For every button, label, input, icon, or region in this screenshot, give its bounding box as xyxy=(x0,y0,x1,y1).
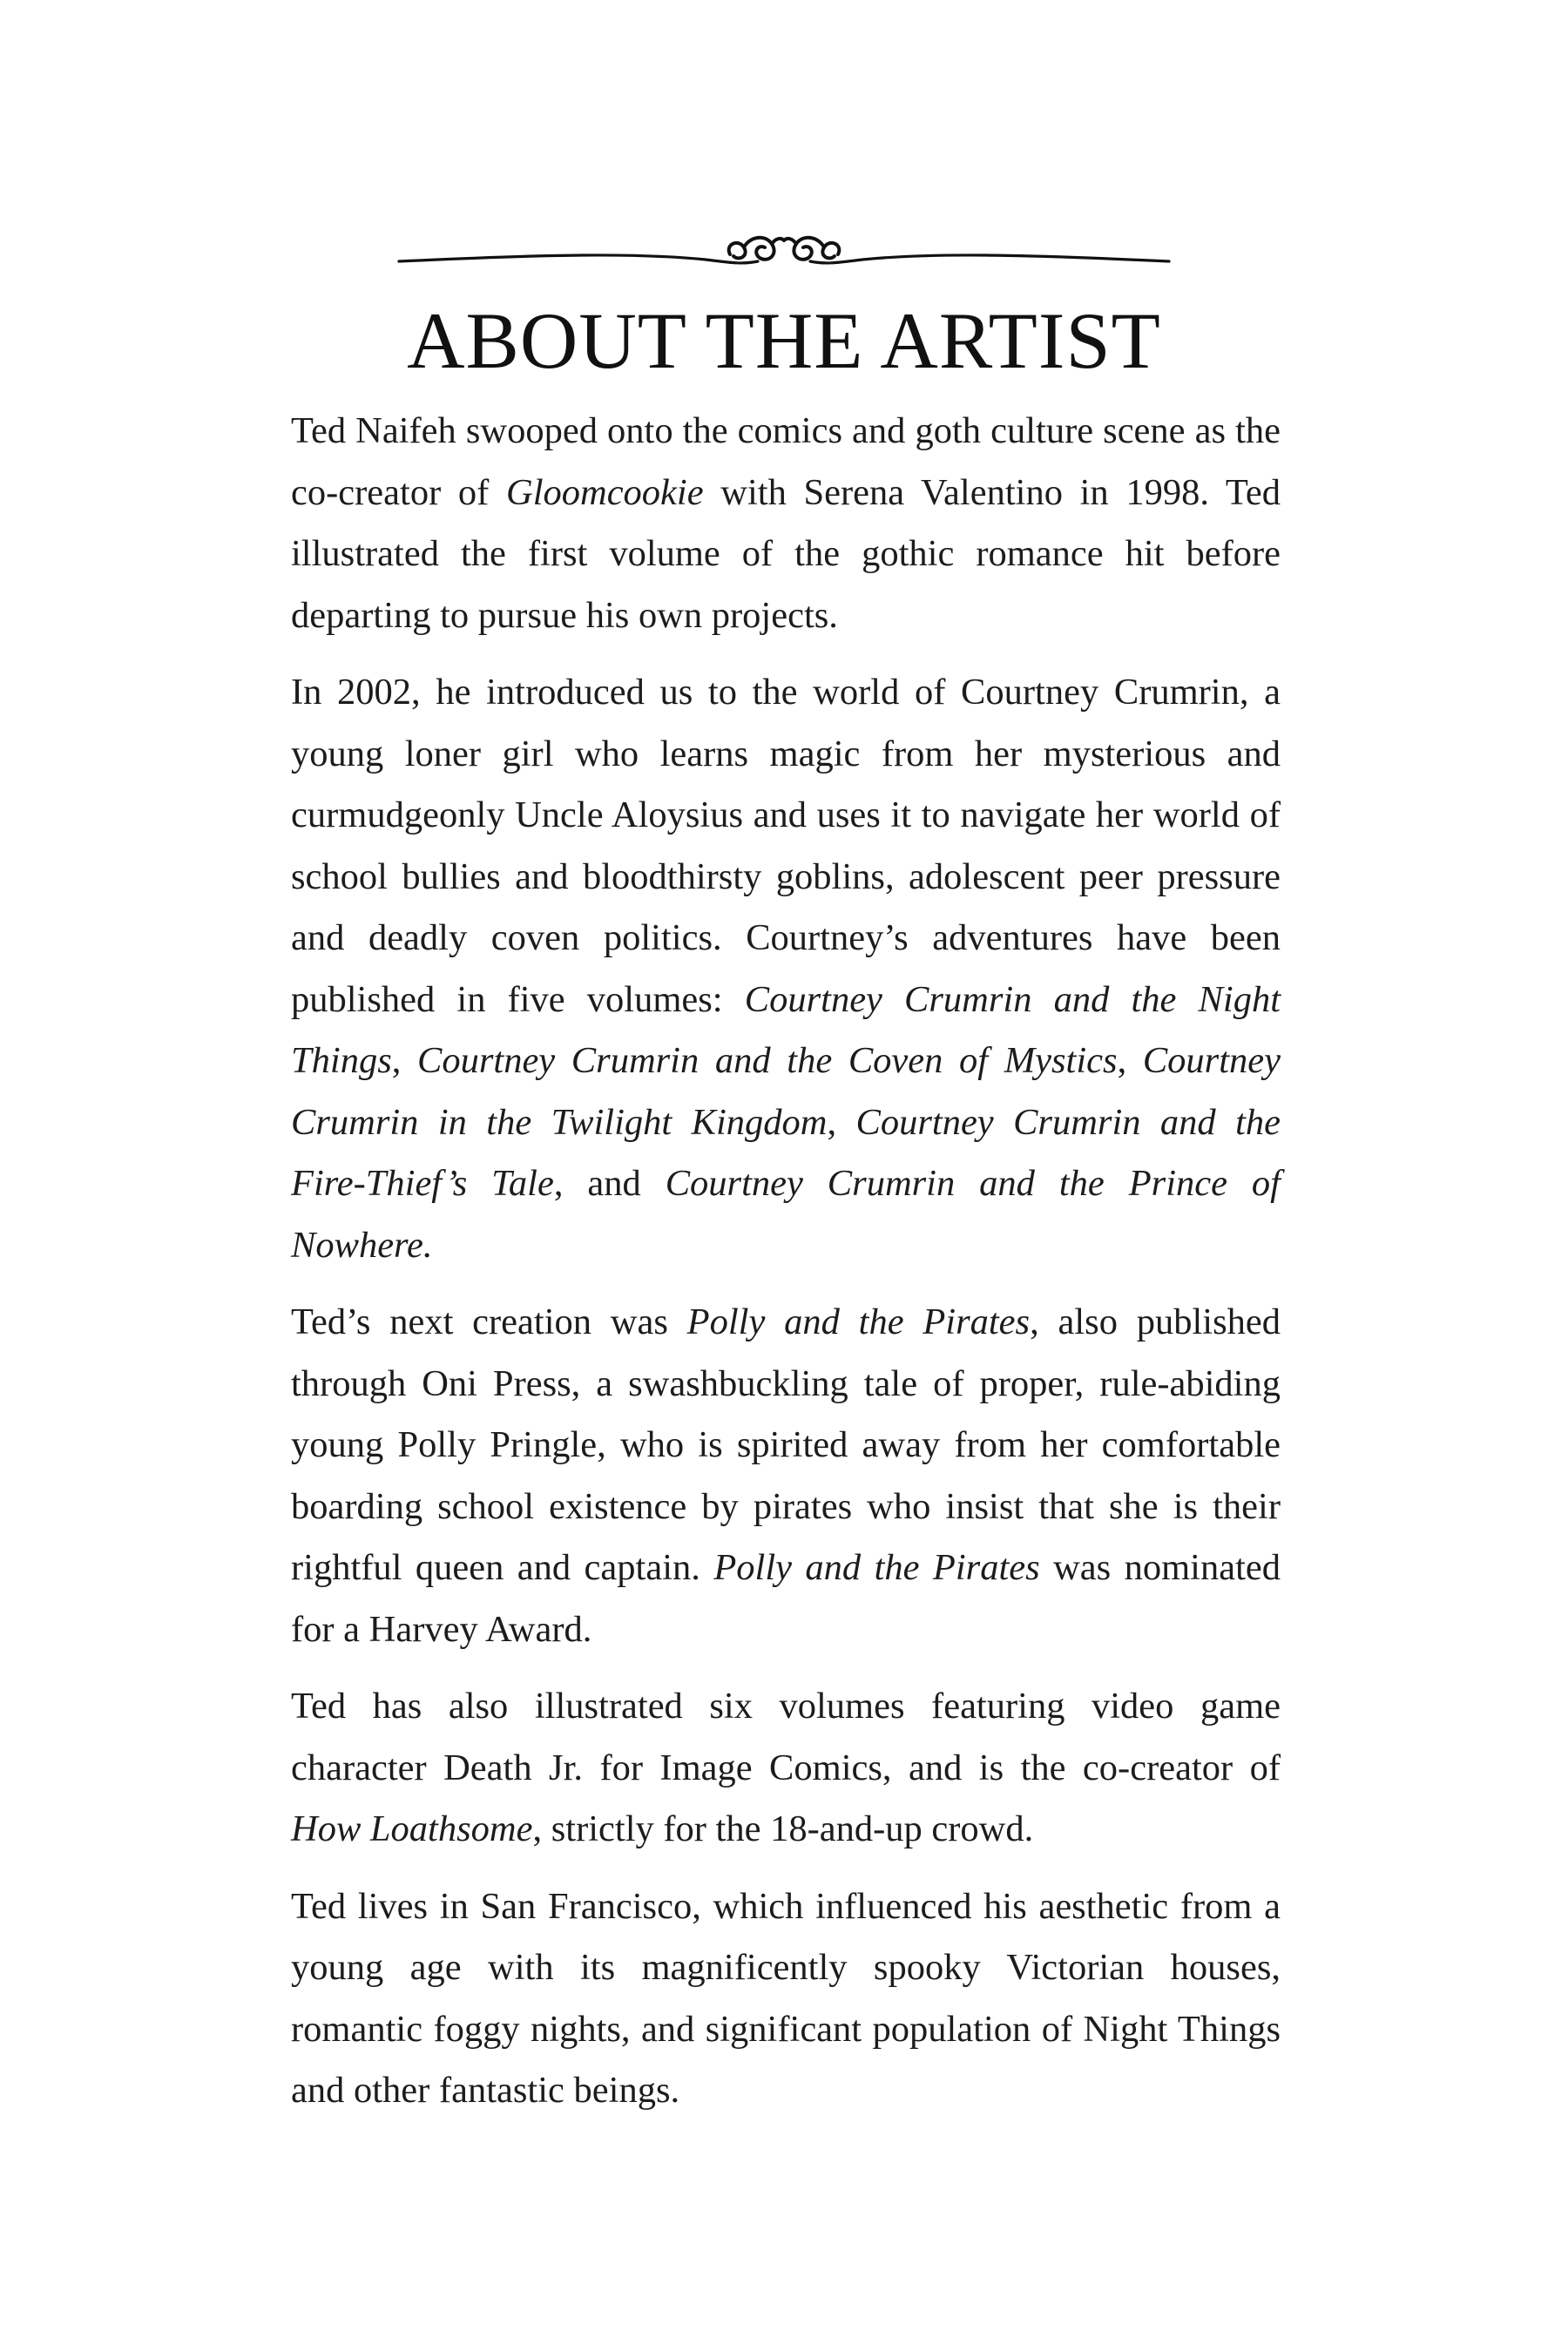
article-body xyxy=(291,401,1281,2138)
paragraph-text: , xyxy=(1117,1040,1143,1081)
italic-title-text: Courtney Crumrin and the Fire-Thief’s Tale xyxy=(291,1101,1281,1204)
paragraph-text: , and xyxy=(553,1163,666,1204)
paragraph-text: , also published through Oni Press, a swashbuckling tale of proper, rule-abiding young Polly Pringle, who is spirited away from her comfortable boarding school existence by pirates who insist that she is their rightful queen and captain. xyxy=(291,1301,1281,1588)
body-paragraph xyxy=(291,1676,1281,1861)
paragraph-text: Ted has also illustrated six volumes featuring video game character Death Jr. for Image Comics, and is the co-creator of xyxy=(291,1686,1281,1788)
italic-title-text: Courtney Crumrin in the Twilight Kingdom xyxy=(291,1040,1281,1143)
page-title: ABOUT THE ARTIST xyxy=(407,296,1161,385)
body-paragraph xyxy=(291,1876,1281,2122)
paragraph-text: Ted’s next creation was xyxy=(291,1301,687,1342)
body-paragraph xyxy=(291,662,1281,1276)
italic-title-text: Gloomcookie xyxy=(506,471,704,513)
scroll-flourish-icon xyxy=(392,218,1176,287)
paragraph-text: In 2002, he introduced us to the world of Courtney Crumrin, a young loner girl who learns magic from her mysterious and curmudgeonly Uncle Aloysius and uses it to navigate her world of school bullies and bloodthirsty goblins, adolescent peer pressure and deadly coven politics. Courtney’s adventures have been published in five volumes: xyxy=(291,672,1281,1020)
body-paragraph xyxy=(291,1292,1281,1660)
paragraph-text: , xyxy=(391,1040,417,1081)
paragraph-text: was nominated for a Harvey Award. xyxy=(291,1547,1281,1650)
italic-title-text: Polly and the Pirates xyxy=(713,1547,1040,1588)
italic-title-text: How Loathsome xyxy=(291,1808,533,1849)
paragraph-text: Ted lives in San Francisco, which influenced his aesthetic from a young age with its magnificently spooky Victorian houses, romantic foggy nights, and significant population of Night Things and other fantastic beings. xyxy=(291,1885,1281,2111)
italic-title-text: Polly and the Pirates xyxy=(686,1301,1031,1342)
italic-title-text: Courtney Crumrin and the Night Things xyxy=(291,978,1281,1081)
paragraph-text: , xyxy=(827,1101,856,1143)
body-paragraph xyxy=(291,401,1281,646)
paragraph-text: with Serena Valentino in 1998. Ted illustrated the first volume of the gothic romance hit before departing to pursue his own projects. xyxy=(291,471,1281,636)
italic-title-text: Courtney Crumrin and the Prince of Nowhere. xyxy=(291,1163,1281,1266)
paragraph-text: Ted Naifeh swooped onto the comics and goth culture scene as the co-creator of xyxy=(291,410,1281,513)
paragraph-text: , strictly for the 18-and-up crowd. xyxy=(532,1808,1034,1849)
italic-title-text: Courtney Crumrin and the Coven of Mystics xyxy=(417,1040,1118,1081)
